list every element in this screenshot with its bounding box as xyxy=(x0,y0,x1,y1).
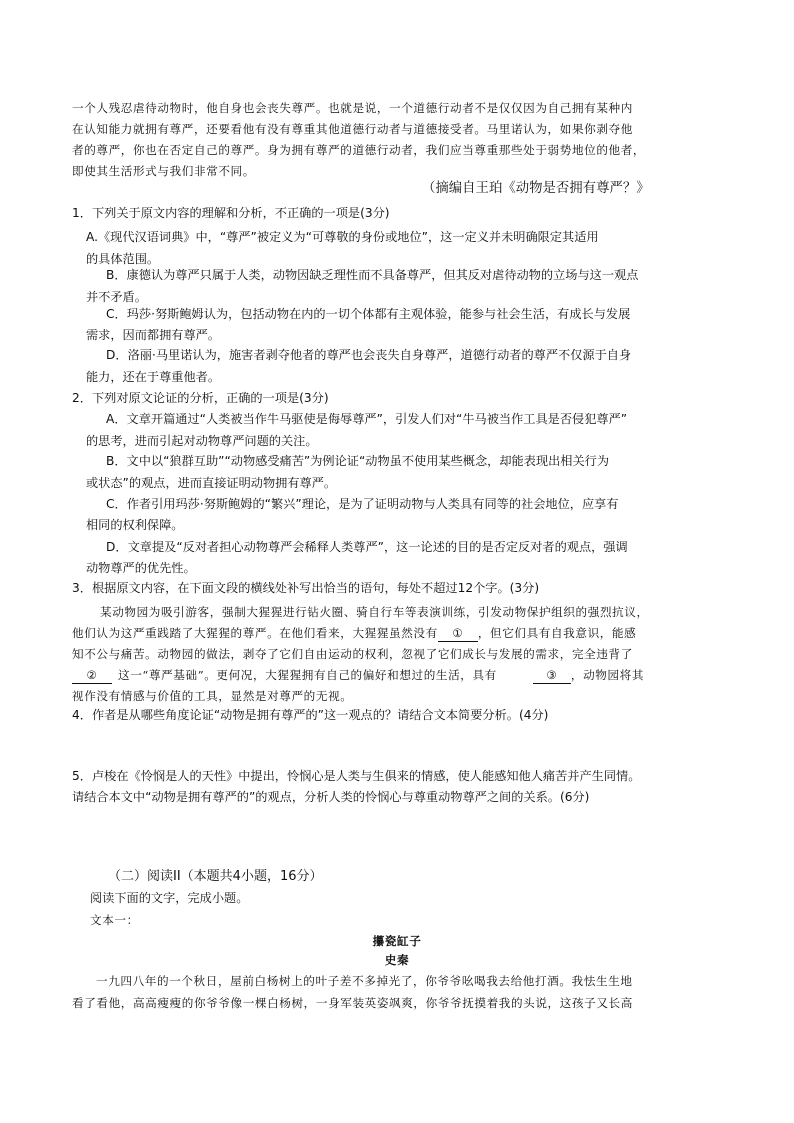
q3-text: 他们认为这严重践踏了大猩猩的尊严。在他们看来，大猩猩虽然没有 xyxy=(72,626,438,640)
option-b: B．康德认为尊严只属于人类，动物因缺乏理性而不具备尊严，但其反对虐待动物的立场与这一观点 xyxy=(106,268,639,282)
question-stem-cont: 请结合本文中“动物是拥有尊严的”的观点，分析人类的怜悯心与尊重动物尊严之间的关系。(6分) xyxy=(72,790,590,804)
option-a-cont: 的具体范围。 xyxy=(86,252,160,266)
question-stem: 1．下列关于原文内容的理解和分析，不正确的一项是(3分) xyxy=(72,206,390,220)
question-4: 4．作者是从哪些角度论证“动物是拥有尊严的”这一观点的？请结合文本简要分析。(4分) xyxy=(72,708,549,722)
q3-text: ，动物园将其 xyxy=(570,668,645,682)
q3-text: ，但它们具有自我意识，能感 xyxy=(477,626,637,640)
q3-passage-line: 知不公与痛苦。动物园的做法，剥夺了它们自由运动的权利，忽视了它们成长与发展的需求，完全违背了 xyxy=(72,647,633,661)
text-label: 文本一： xyxy=(90,913,139,927)
question-stem: 3．根据原文内容，在下面文段的横线处补写出恰当的语句，每处不超过12个字。(3分) xyxy=(72,581,540,595)
answer-blank-3[interactable]: ③ xyxy=(533,667,571,684)
q3-passage-line: 某动物园为吸引游客，强制大猩猩进行钻火圈、骑自行车等表演训练，引发动物保护组织的强烈抗议， xyxy=(100,605,649,619)
passage-line: 者的尊严，你也在否定自己的尊严。身为拥有尊严的道德行动者，我们应当尊重那些处于弱势地位的他者， xyxy=(72,143,646,157)
story-paragraph-line: 看了看他，高高瘦瘦的你爷爷像一棵白杨树，一身军装英姿飒爽，你爷爷抚摸着我的头说，这孩子又长高 xyxy=(72,996,633,1010)
q3-text: 这一“尊严基础”。更何况，大猩猩拥有自己的偏好和想过的生活，具有 xyxy=(118,668,497,682)
option-d: D．文章提及“反对者担心动物尊严会稀释人类尊严”，这一论述的目的是否定反对者的观点，强调 xyxy=(106,540,628,554)
answer-blank-1[interactable]: ① xyxy=(438,625,478,642)
question-stem: 5．卢梭在《怜悯是人的天性》中提出，怜悯心是人类与生俱来的情感，使人能感知他人痛苦并产生同情。 xyxy=(72,769,641,783)
passage-line: 在认知能力就拥有尊严，还要看他有没有尊重其他道德行动者与道德接受者。马里诺认为，如果你剥夺他 xyxy=(72,122,633,136)
section-heading: （二）阅读II（本题共4小题，16分） xyxy=(108,869,323,884)
option-c-cont: 需求，因而都拥有尊严。 xyxy=(86,328,221,342)
option-c: C．作者引用玛莎·努斯鲍姆的“繁兴”理论，是为了证明动物与人类具有同等的社会地位，应享有 xyxy=(106,497,619,511)
option-b: B．文中以“狼群互助”“动物感受痛苦”为例论证“动物虽不使用某些概念，却能表现出相关行为 xyxy=(106,454,610,468)
option-a-cont: 的思考，进而引起对动物尊严问题的关注。 xyxy=(86,434,318,448)
option-c-cont: 相同的权利保障。 xyxy=(86,518,184,532)
option-d-cont: 能力，还在于尊重他者。 xyxy=(86,370,221,384)
q3-passage-line xyxy=(72,625,636,642)
section-instruction: 阅读下面的文字，完成小题。 xyxy=(90,891,249,905)
option-b-cont: 或状态”的观点，进而直接证明动物拥有尊严。 xyxy=(86,476,337,490)
option-d-cont: 动物尊严的优先性。 xyxy=(86,561,196,575)
option-d: D．洛丽·马里诺认为，施害者剥夺他者的尊严也会丧失自身尊严，道德行动者的尊严不仅源于自身 xyxy=(106,348,632,362)
passage-line: 即使其生活形式与我们非常不同。 xyxy=(72,164,255,178)
option-b-cont: 并不矛盾。 xyxy=(86,290,147,304)
option-a: A．文章开篇通过“人类被当作牛马驱使是侮辱尊严”，引发人们对“牛马被当作工具是否侵犯尊严” xyxy=(106,412,628,426)
source-note: （摘编自王珀《动物是否拥有尊严？》 xyxy=(422,181,650,196)
answer-blank-2[interactable]: ② xyxy=(72,667,112,684)
q3-passage-line xyxy=(72,667,644,684)
story-title: 攥瓷缸子 xyxy=(372,934,422,948)
passage-line: 一个人残忍虐待动物时，他自身也会丧失尊严。也就是说，一个道德行动者不是仅仅因为自己拥有某种内 xyxy=(72,101,633,115)
option-c: C．玛莎·努斯鲍姆认为，包括动物在内的一切个体都有主观体验，能参与社会生活，有成长与发展 xyxy=(106,307,631,321)
story-paragraph-line: 一九四八年的一个秋日，屋前白杨树上的叶子差不多掉光了，你爷爷吆喝我去给他打酒。我怯生生地 xyxy=(96,974,633,988)
story-author: 史秦 xyxy=(384,953,410,967)
q3-passage-line: 视作没有情感与价值的工具，显然是对尊严的无视。 xyxy=(72,689,353,703)
question-stem: 2．下列对原文论证的分析，正确的一项是(3分) xyxy=(72,391,329,405)
option-a: A.《现代汉语词典》中，“尊严”被定义为“可尊敬的身份或地位”，这一定义并未明确限定其适用 xyxy=(86,230,599,244)
